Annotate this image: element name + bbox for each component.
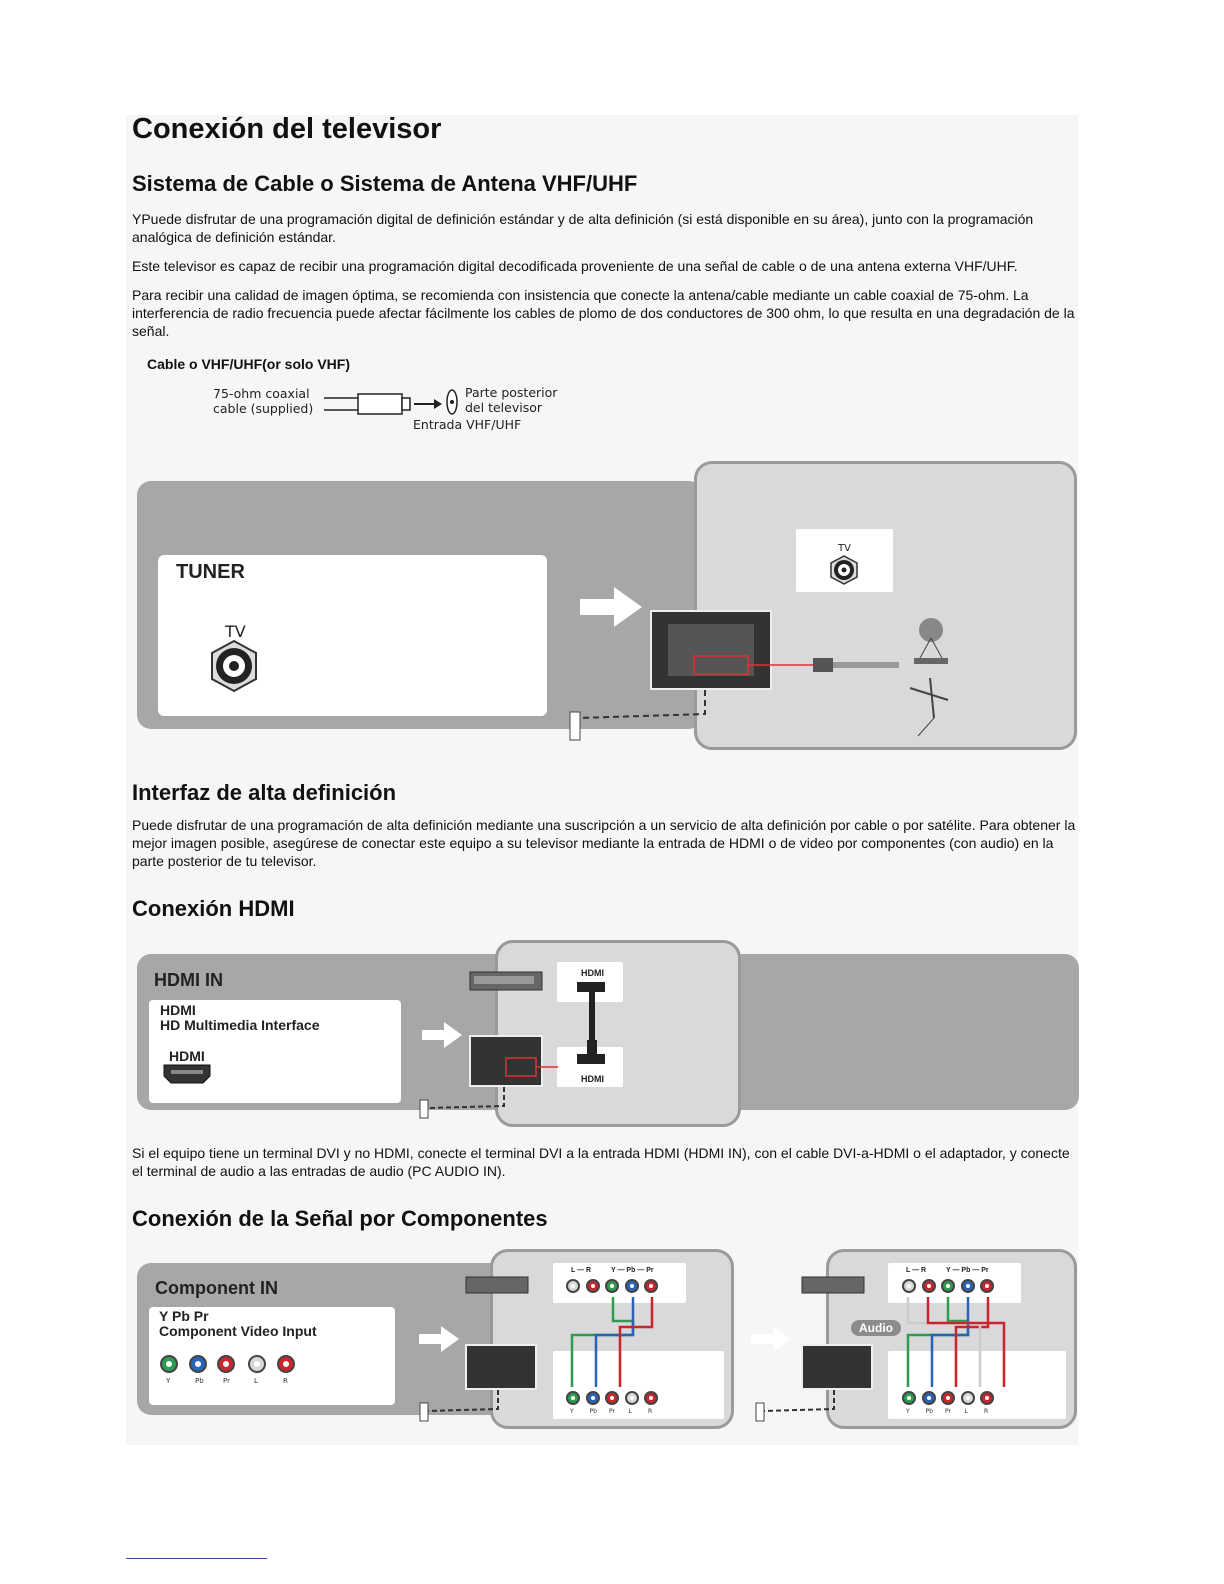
- ypbpr-header-1: Y — Pb — Pr: [611, 1267, 654, 1274]
- rear-jack-l: [625, 1391, 639, 1405]
- rear-jack-pb: [961, 1279, 975, 1293]
- tuner-port-label: TV: [225, 622, 246, 641]
- vhf-uhf-input-label: Entrada VHF/UHF: [413, 417, 522, 432]
- rear-jack-label-pb: Pb: [925, 1408, 933, 1415]
- rear-jack-l: [961, 1391, 975, 1405]
- inset-port-label: TV: [838, 543, 851, 554]
- hd-paragraph: Puede disfrutar de una programación de alta definición mediante una suscripción a un servicio de alta definición por cable o por satélite. Para obtener la mejor imagen posible, asegúrese de conectar este equipo a su televisor mediante la entrada de HDMI o de video por componentes (con audio) en la parte posterior de tu televisor.: [132, 817, 1076, 869]
- rear-jack-label-l: L: [964, 1408, 968, 1415]
- rear-jack-y: [566, 1391, 580, 1405]
- coax-port-icon: [208, 640, 260, 692]
- rear-jack-pr: [980, 1279, 994, 1293]
- jack-label-pr: Pr: [223, 1377, 230, 1385]
- section-hd-heading: Interfaz de alta definición: [132, 780, 397, 805]
- hdmi-devices-illustration: [416, 972, 596, 1120]
- rear-jack-label-r: R: [984, 1408, 989, 1415]
- rear-jack-y: [902, 1391, 916, 1405]
- jack-y: [160, 1355, 178, 1373]
- rear-jack-pr: [941, 1391, 955, 1405]
- rear-jack-l: [902, 1279, 916, 1293]
- rear-jack-pr: [644, 1279, 658, 1293]
- audio-label: Audio: [851, 1320, 901, 1336]
- jack-pr: [217, 1355, 235, 1373]
- component-panel-title: Component IN: [155, 1278, 278, 1298]
- cable-diagram-label: Cable o VHF/UHF(or solo VHF): [147, 356, 350, 372]
- rear-jack-l: [566, 1279, 580, 1293]
- jack-pb: [189, 1355, 207, 1373]
- jack-label-y: Y: [166, 1377, 171, 1385]
- rear-jack-label-r: R: [648, 1408, 653, 1415]
- hdmi-bottom-port-label: HDMI: [581, 1074, 604, 1084]
- coax-connector-illustration: [322, 390, 462, 420]
- hdmi-box-text: HDMI HD Multimedia Interface: [160, 1002, 320, 1033]
- inset-coax-icon: [829, 555, 859, 585]
- rear-jack-pb: [922, 1391, 936, 1405]
- right-arrow-icon: [580, 587, 642, 627]
- jack-label-r: R: [283, 1377, 288, 1385]
- hdmi-port-icon: [163, 1064, 211, 1084]
- jack-r: [277, 1355, 295, 1373]
- rear-jack-label-pb: Pb: [589, 1408, 597, 1415]
- rear-jack-y: [605, 1279, 619, 1293]
- cable-paragraph-1: YPuede disfrutar de una programación digital de definición estándar y de alta definición (si está disponible en su área), junto con la programación analógica de definición estándar.: [132, 211, 1034, 245]
- coax-cable-label: 75-ohm coaxial cable (supplied): [213, 386, 314, 416]
- hdmi-note: Si el equipo tiene un terminal DVI y no HDMI, conecte el terminal DVI a la entrada HDMI (HDMI IN), con el cable DVI-a-HDMI o el adaptador, y conecte el terminal de audio a las entradas de audio (PC AUDIO IN).: [132, 1145, 1070, 1179]
- rear-tv-label: Parte posterior del televisor: [465, 385, 558, 415]
- rear-jack-label-y: Y: [906, 1408, 910, 1415]
- jack-l: [248, 1355, 266, 1373]
- section-component-heading: Conexión de la Señal por Componentes: [132, 1206, 548, 1231]
- section-cable-heading: Sistema de Cable o Sistema de Antena VHF/UHF: [132, 171, 638, 196]
- hdmi-top-port-label: HDMI: [581, 968, 604, 978]
- rear-jack-label-l: L: [628, 1408, 632, 1415]
- rear-jack-y: [941, 1279, 955, 1293]
- tv-antenna-illustration: [648, 608, 948, 740]
- section-hdmi-heading: Conexión HDMI: [132, 896, 295, 921]
- rear-jack-label-pr: Pr: [609, 1408, 615, 1415]
- rear-jack-pb: [586, 1391, 600, 1405]
- component-box-text: Y Pb Pr Component Video Input: [159, 1308, 317, 1339]
- page-title: Conexión del televisor: [132, 113, 442, 145]
- component-cables-illustration: [420, 1277, 1080, 1427]
- rear-jack-pr: [605, 1391, 619, 1405]
- lr-header-2: L — R: [906, 1267, 927, 1274]
- hdmi-port-label: HDMI: [169, 1048, 205, 1064]
- jack-label-l: L: [254, 1377, 258, 1385]
- rear-jack-r: [644, 1391, 658, 1405]
- tuner-title: TUNER: [176, 561, 245, 583]
- rear-jack-label-y: Y: [570, 1408, 574, 1415]
- rear-jack-label-pr: Pr: [945, 1408, 951, 1415]
- cable-paragraph-2: Este televisor es capaz de recibir una programación digital decodificada proveniente de una señal de cable o de una antena externa VHF/UHF.: [132, 258, 1018, 274]
- ypbpr-header-2: Y — Pb — Pr: [946, 1267, 989, 1274]
- jack-label-pb: Pb: [195, 1377, 204, 1385]
- lr-header-1: L — R: [571, 1267, 592, 1274]
- rear-jack-pb: [625, 1279, 639, 1293]
- rear-jack-r: [922, 1279, 936, 1293]
- hdmi-panel-title: HDMI IN: [154, 970, 223, 990]
- rear-jack-r: [980, 1391, 994, 1405]
- cable-paragraph-3: Para recibir una calidad de imagen óptima, se recomienda con insistencia que conecte la antena/cable mediante un cable coaxial de 75-ohm. La interferencia de radio frecuencia puede afectar fácilmente los cables de plomo de dos conductores de 300 ohm, lo que resulta en una degradación de la señal.: [132, 287, 1075, 339]
- rear-jack-r: [586, 1279, 600, 1293]
- footnote-rule: [126, 1558, 267, 1559]
